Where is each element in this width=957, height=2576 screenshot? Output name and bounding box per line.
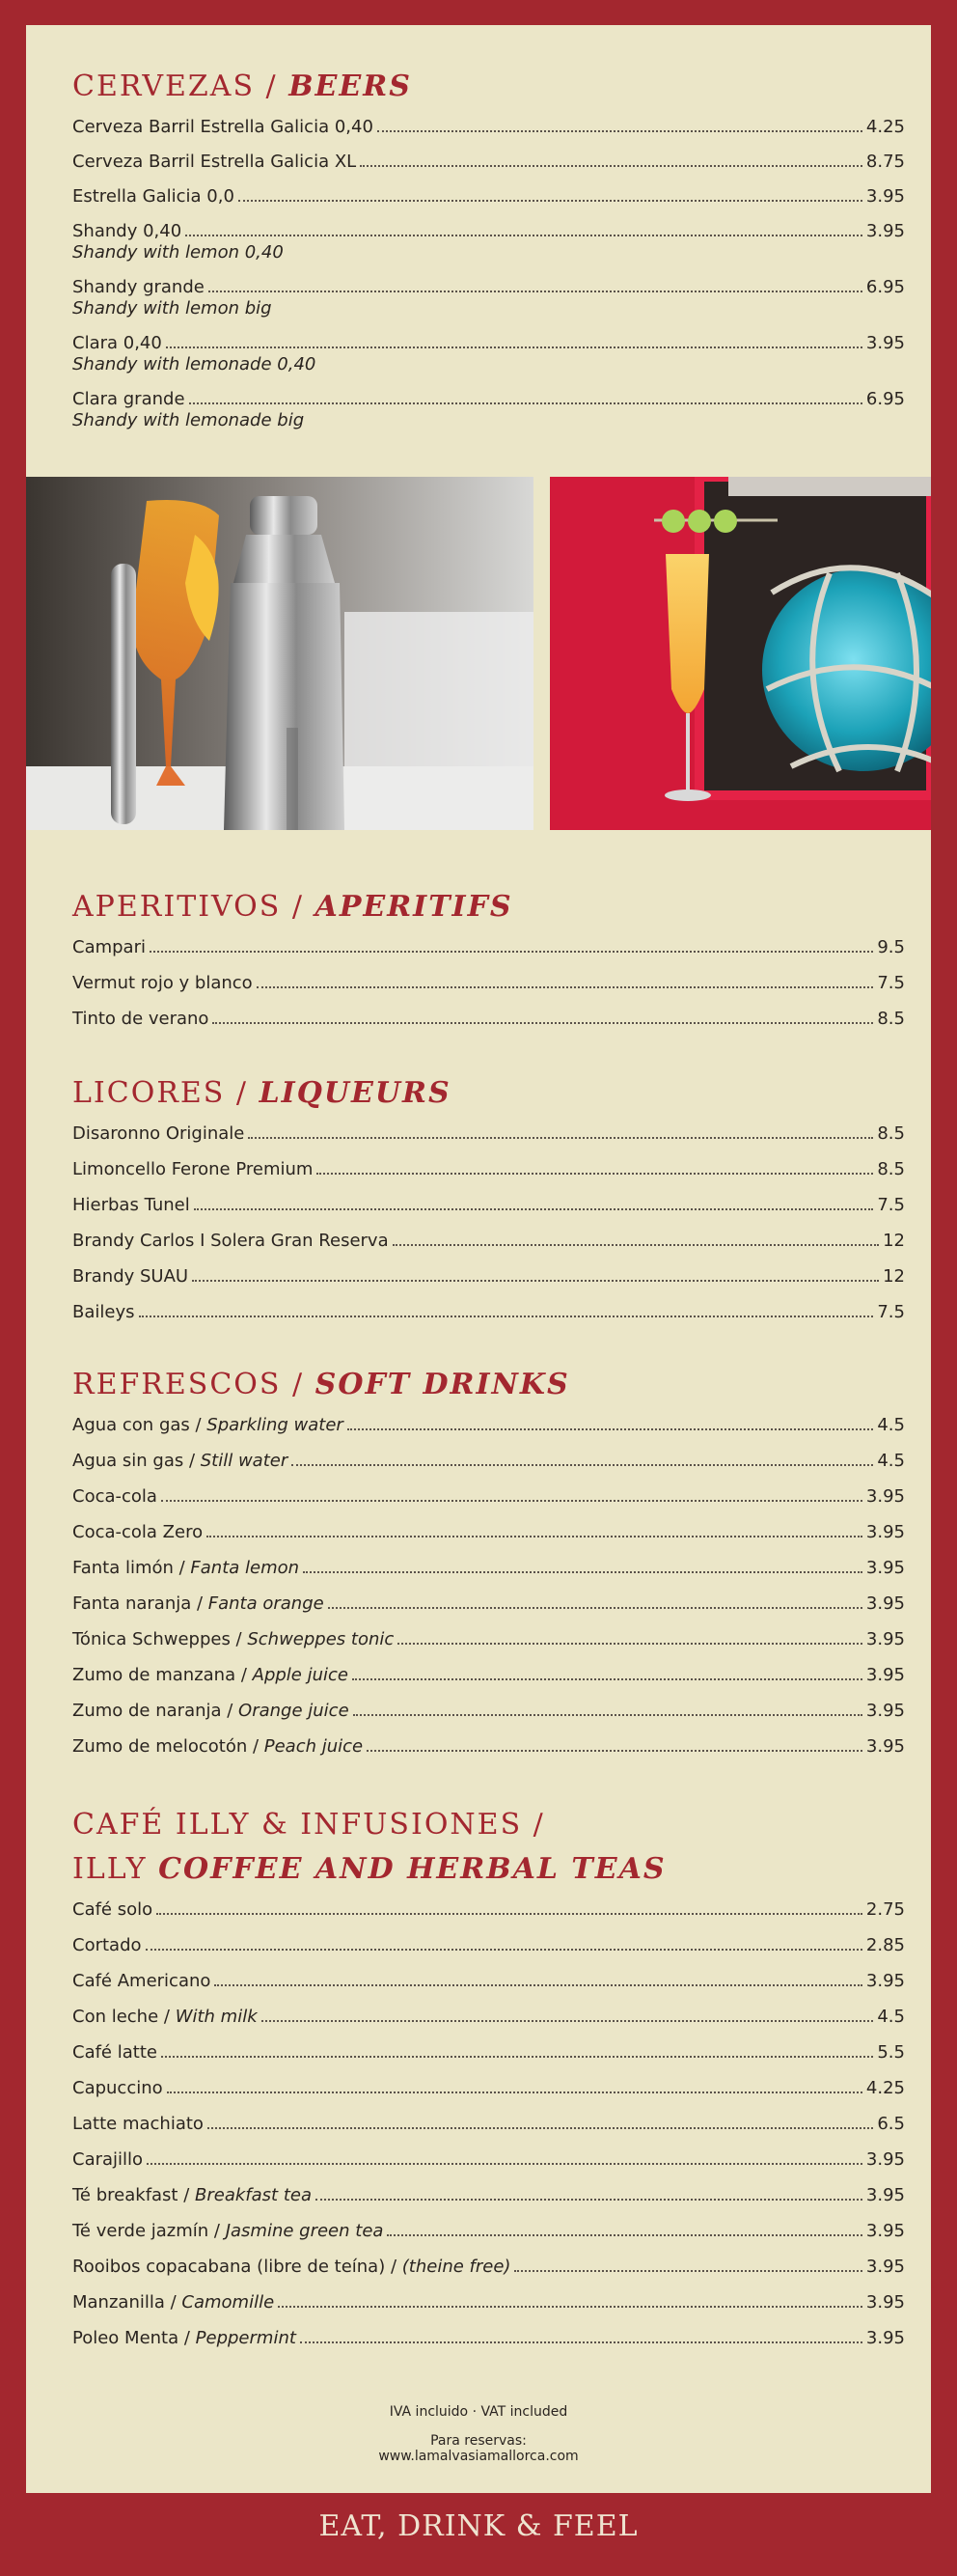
menu-item (72, 152, 905, 173)
liqueurs-title-en: LIQUEURS (259, 1076, 451, 1110)
liqueurs-section (72, 1071, 905, 1338)
menu-item-name: Coca-cola Zero (72, 1522, 204, 1542)
dot-leader (161, 1500, 862, 1502)
dot-leader (377, 130, 862, 132)
dot-leader (189, 402, 862, 404)
menu-item (72, 1665, 905, 1686)
dot-leader (393, 1244, 879, 1246)
menu-item-row (72, 2114, 905, 2135)
menu-item-name: Estrella Galicia 0,0 (72, 186, 234, 207)
dot-leader (353, 1714, 862, 1716)
menu-item-translation: Shandy with lemonade big (72, 410, 305, 430)
menu-item-name: Café solo (72, 1899, 153, 1920)
menu-item-name: Té breakfast / Breakfast tea (72, 2185, 312, 2205)
dot-leader (303, 1571, 862, 1573)
menu-item-price: 5.5 (877, 2042, 905, 2063)
dot-leader (352, 1678, 862, 1680)
dot-leader (185, 235, 862, 236)
website-link[interactable]: www.lamalvasiamallorca.com (378, 2449, 579, 2464)
menu-item-name-en: Still water (200, 1451, 288, 1471)
soft-drinks-list (72, 1415, 905, 1758)
menu-item-row (72, 333, 905, 354)
menu-item-name: Brandy SUAU (72, 1266, 189, 1287)
menu-item-row (72, 1665, 905, 1686)
cocktail-shaker-photo (26, 477, 533, 830)
menu-item-price: 3.95 (865, 1558, 905, 1578)
menu-item-price: 3.95 (865, 1593, 905, 1614)
dot-leader (139, 1316, 874, 1317)
menu-item-row (72, 1451, 905, 1472)
menu-item-row (72, 389, 905, 410)
menu-item-name: Capuccino (72, 2078, 163, 2098)
menu-item-price: 7.5 (877, 973, 905, 993)
menu-item-price: 3.95 (865, 2185, 905, 2205)
menu-item (72, 2221, 905, 2242)
menu-item-price: 8.5 (877, 1123, 905, 1144)
menu-item-row (72, 277, 905, 298)
aperitifs-title-en: APERITIFS (314, 890, 513, 924)
reservations-label: Para reservas: (430, 2433, 527, 2449)
menu-item-row (72, 1415, 905, 1436)
menu-item-row (72, 1302, 905, 1323)
menu-item-price: 8.5 (877, 1159, 905, 1179)
beers-title-es: CERVEZAS (72, 69, 255, 103)
dot-leader (194, 1208, 874, 1210)
aperitifs-title: APERITIVOS / APERITIFS (72, 890, 513, 924)
beers-list (72, 117, 905, 431)
menu-item (72, 1302, 905, 1323)
menu-item-row (72, 1899, 905, 1921)
menu-item (72, 277, 905, 319)
menu-item-row (72, 937, 905, 958)
menu-item-price: 4.25 (865, 2078, 905, 2098)
menu-item-row (72, 1486, 905, 1508)
menu-item (72, 2078, 905, 2099)
menu-item-price: 9.5 (877, 937, 905, 957)
dot-leader (161, 2056, 873, 2058)
menu-item-price: 7.5 (877, 1302, 905, 1322)
menu-item-name: Zumo de naranja / Orange juice (72, 1701, 349, 1721)
dot-leader (300, 2341, 862, 2343)
menu-item-price: 4.25 (865, 117, 905, 137)
cocktail-shaker-illustration (26, 477, 533, 830)
mimosa-glass-illustration (550, 477, 931, 830)
dot-leader (367, 1750, 862, 1752)
menu-item-name: Zumo de manzana / Apple juice (72, 1665, 348, 1685)
menu-item (72, 333, 905, 375)
menu-item-row (72, 1009, 905, 1030)
menu-item-row (72, 2328, 905, 2349)
menu-item (72, 2328, 905, 2349)
menu-item (72, 2007, 905, 2028)
menu-item (72, 1935, 905, 1956)
menu-item-name: Clara 0,40 (72, 333, 162, 353)
menu-item-name-en: Fanta lemon (190, 1558, 300, 1578)
menu-item-name: Coca-cola (72, 1486, 157, 1507)
menu-item-price: 3.95 (865, 2221, 905, 2241)
menu-item-name: Shandy 0,40 (72, 221, 182, 241)
menu-item (72, 1522, 905, 1543)
menu-item-price: 12 (883, 1266, 905, 1287)
dot-leader (147, 2163, 862, 2165)
mimosa-glass-photo (550, 477, 931, 830)
aperitifs-section (72, 885, 905, 1044)
menu-item-name: Café latte (72, 2042, 157, 2063)
menu-item-name-en: With milk (175, 2007, 258, 2027)
menu-item-row (72, 186, 905, 208)
menu-item-name-en: Orange juice (238, 1701, 349, 1721)
menu-item-price: 4.5 (877, 2007, 905, 2027)
menu-item-row (72, 1159, 905, 1180)
dot-leader (315, 2199, 862, 2201)
menu-item-name-en: Peppermint (195, 2328, 296, 2348)
aperitifs-list (72, 937, 905, 1030)
menu-item (72, 2257, 905, 2278)
menu-item (72, 2042, 905, 2064)
tagline: EAT, DRINK & FEEL (318, 2509, 639, 2543)
menu-item (72, 2292, 905, 2313)
menu-item (72, 221, 905, 263)
dot-leader (278, 2306, 862, 2308)
soft-drinks-title-en: SOFT DRINKS (314, 1368, 570, 1401)
menu-item-row (72, 2042, 905, 2064)
dot-leader (261, 2020, 874, 2022)
menu-item-row (72, 2149, 905, 2171)
menu-item-row (72, 1629, 905, 1650)
menu-item-name: Baileys (72, 1302, 135, 1322)
menu-item-price: 3.95 (865, 186, 905, 207)
menu-item (72, 1159, 905, 1180)
coffee-title-line1: CAFÉ ILLY & INFUSIONES / (72, 1808, 545, 1842)
dot-leader (397, 1643, 862, 1645)
menu-item-name: Carajillo (72, 2149, 144, 2170)
menu-item-row (72, 1736, 905, 1758)
menu-item-name-en: Apple juice (252, 1665, 348, 1685)
menu-item-name: Poleo Menta / Peppermint (72, 2328, 296, 2348)
menu-item-price: 3.95 (865, 221, 905, 241)
menu-item (72, 117, 905, 138)
menu-item-price: 6.95 (865, 389, 905, 409)
menu-item-price: 3.95 (865, 2292, 905, 2313)
beers-title-en: BEERS (288, 69, 412, 103)
menu-item-row (72, 2221, 905, 2242)
menu-item (72, 1629, 905, 1650)
liqueurs-title: LICORES / LIQUEURS (72, 1076, 451, 1110)
menu-item-row (72, 2007, 905, 2028)
menu-item-row (72, 1971, 905, 1992)
menu-item-name: Con leche / With milk (72, 2007, 258, 2027)
menu-item (72, 973, 905, 994)
menu-item (72, 1231, 905, 1252)
dot-leader (360, 165, 862, 167)
menu-item-price: 3.95 (865, 2328, 905, 2348)
menu-item-row (72, 1701, 905, 1722)
menu-item-name: Agua con gas / Sparkling water (72, 1415, 343, 1435)
menu-item (72, 186, 905, 208)
menu-item-name: Té verde jazmín / Jasmine green tea (72, 2221, 384, 2241)
menu-item-row (72, 152, 905, 173)
menu-item-price: 6.5 (877, 2114, 905, 2134)
coffee-list (72, 1899, 905, 2349)
dot-leader (248, 1137, 873, 1139)
menu-item-name: Limoncello Ferone Premium (72, 1159, 314, 1179)
dot-leader (192, 1280, 879, 1282)
dot-leader (150, 951, 873, 953)
menu-item-name-en: Peach juice (263, 1736, 364, 1757)
menu-item-name: Disaronno Originale (72, 1123, 245, 1144)
menu-item-price: 3.95 (865, 1522, 905, 1542)
dot-leader (238, 200, 862, 202)
menu-item (72, 1593, 905, 1615)
menu-item (72, 1415, 905, 1436)
dot-leader (212, 1022, 873, 1024)
coffee-title-line2: ILLY COFFEE AND HERBAL TEAS (72, 1852, 667, 1886)
menu-item (72, 2149, 905, 2171)
menu-item-price: 6.95 (865, 277, 905, 297)
menu-item-name: Latte machiato (72, 2114, 204, 2134)
menu-item (72, 1701, 905, 1722)
dot-leader (514, 2270, 861, 2272)
menu-item-name-en: (theine free) (401, 2257, 511, 2277)
menu-item-name: Campari (72, 937, 146, 957)
menu-item-name: Hierbas Tunel (72, 1195, 190, 1215)
coffee-title (72, 1803, 905, 1892)
menu-item-row (72, 1266, 905, 1288)
menu-item-name: Shandy grande (72, 277, 205, 297)
menu-item-price: 3.95 (865, 1486, 905, 1507)
menu-item-name-en: Camomille (181, 2292, 275, 2313)
menu-item-name: Cortado (72, 1935, 142, 1955)
menu-item-name: Vermut rojo y blanco (72, 973, 253, 993)
menu-item (72, 1486, 905, 1508)
dot-leader (167, 2091, 862, 2093)
menu-item (72, 1558, 905, 1579)
menu-item-price: 3.95 (865, 1971, 905, 1991)
coffee-section (72, 1803, 905, 2364)
menu-item-name: Tónica Schweppes / Schweppes tonic (72, 1629, 395, 1649)
menu-item-row (72, 1522, 905, 1543)
menu-item-name-en: Sparkling water (206, 1415, 343, 1435)
menu-item (72, 2114, 905, 2135)
menu-item-name: Manzanilla / Camomille (72, 2292, 275, 2313)
menu-item-row (72, 2078, 905, 2099)
liqueurs-title-es: LICORES (72, 1076, 226, 1110)
menu-item-row (72, 2185, 905, 2206)
menu-item (72, 937, 905, 958)
dot-leader (206, 1536, 862, 1537)
menu-item-price: 4.5 (877, 1451, 905, 1471)
menu-item-price: 2.85 (865, 1935, 905, 1955)
menu-page (26, 25, 931, 2493)
menu-item (72, 1451, 905, 1472)
menu-item-name-en: Breakfast tea (195, 2185, 312, 2205)
dot-leader (208, 291, 862, 292)
menu-item-name-en: Jasmine green tea (225, 2221, 384, 2241)
menu-item-name: Clara grande (72, 389, 185, 409)
dot-leader (166, 346, 862, 348)
menu-item-price: 3.95 (865, 333, 905, 353)
dot-leader (328, 1607, 862, 1609)
soft-drinks-title-es: REFRESCOS (72, 1368, 282, 1401)
menu-item-name: Tinto de verano (72, 1009, 209, 1029)
dot-leader (257, 986, 874, 988)
menu-item-price: 8.5 (877, 1009, 905, 1029)
menu-item-row (72, 2292, 905, 2313)
dot-leader (214, 1984, 862, 1986)
menu-item-name: Brandy Carlos I Solera Gran Reserva (72, 1231, 389, 1251)
menu-item-translation: Shandy with lemonade 0,40 (72, 354, 316, 374)
menu-item-name: Café Americano (72, 1971, 211, 1991)
menu-item-name: Fanta naranja / Fanta orange (72, 1593, 324, 1614)
liqueurs-list (72, 1123, 905, 1323)
menu-item-price: 4.5 (877, 1415, 905, 1435)
menu-item (72, 389, 905, 431)
menu-item-price: 7.5 (877, 1195, 905, 1215)
menu-item-name: Cerveza Barril Estrella Galicia 0,40 (72, 117, 373, 137)
menu-item (72, 1009, 905, 1030)
menu-item (72, 1899, 905, 1921)
menu-item-name: Zumo de melocotón / Peach juice (72, 1736, 364, 1757)
dot-leader (347, 1428, 874, 1430)
menu-item-row (72, 1935, 905, 1956)
menu-item-row (72, 1123, 905, 1145)
menu-item-row (72, 1231, 905, 1252)
beers-title: CERVEZAS / BEERS (72, 69, 412, 103)
menu-item (72, 1195, 905, 1216)
menu-item-price: 3.95 (865, 2149, 905, 2170)
menu-item (72, 2185, 905, 2206)
menu-item-row (72, 117, 905, 138)
menu-item-row (72, 2257, 905, 2278)
dot-leader (146, 1949, 862, 1951)
dot-leader (291, 1464, 873, 1466)
soft-drinks-section (72, 1363, 905, 1772)
menu-item-price: 8.75 (865, 152, 905, 172)
menu-item (72, 1736, 905, 1758)
menu-item-translation: Shandy with lemon big (72, 298, 272, 319)
menu-item-name-en: Schweppes tonic (247, 1629, 395, 1649)
soft-drinks-title: REFRESCOS / SOFT DRINKS (72, 1368, 570, 1401)
menu-item (72, 1123, 905, 1145)
vat-note: IVA incluido · VAT included (389, 2404, 568, 2420)
menu-item-price: 3.95 (865, 1701, 905, 1721)
menu-item-price: 3.95 (865, 1629, 905, 1649)
menu-item-row (72, 1558, 905, 1579)
menu-item-price: 12 (883, 1231, 905, 1251)
menu-item-name: Agua sin gas / Still water (72, 1451, 288, 1471)
menu-item-name-en: Fanta orange (207, 1593, 324, 1614)
dot-leader (316, 1173, 873, 1175)
menu-item-price: 3.95 (865, 1736, 905, 1757)
menu-item-price: 2.75 (865, 1899, 905, 1920)
dot-leader (207, 2127, 873, 2129)
menu-item-row (72, 1195, 905, 1216)
beers-section (72, 65, 905, 445)
menu-item-name: Fanta limón / Fanta lemon (72, 1558, 300, 1578)
menu-item-translation: Shandy with lemon 0,40 (72, 242, 284, 263)
menu-item-price: 3.95 (865, 2257, 905, 2277)
menu-item-name: Cerveza Barril Estrella Galicia XL (72, 152, 357, 172)
menu-item (72, 1266, 905, 1288)
menu-item-row (72, 973, 905, 994)
aperitifs-title-es: APERITIVOS (72, 890, 282, 924)
dot-leader (156, 1913, 862, 1915)
menu-item (72, 1971, 905, 1992)
menu-item-row (72, 1593, 905, 1615)
menu-item-name: Rooibos copacabana (libre de teína) / (theine free) (72, 2257, 511, 2277)
menu-item-row (72, 221, 905, 242)
menu-item-price: 3.95 (865, 1665, 905, 1685)
dot-leader (387, 2234, 861, 2236)
